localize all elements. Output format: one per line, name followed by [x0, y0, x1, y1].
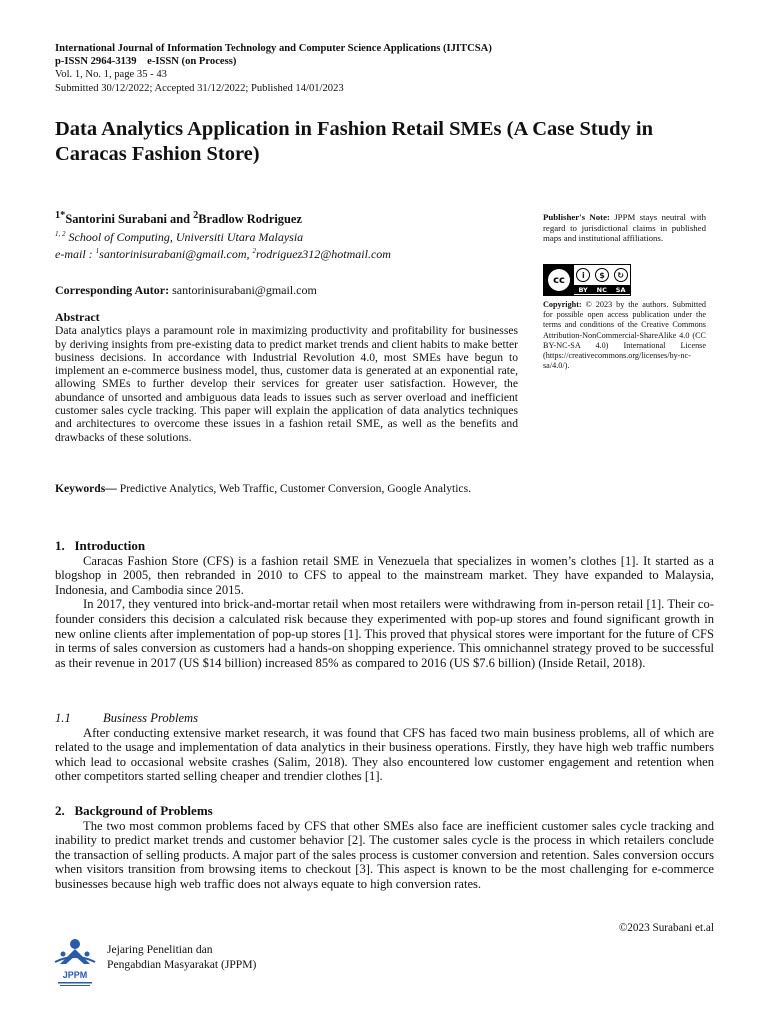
jppm-logo — [52, 934, 98, 990]
subsection-business-problems — [55, 711, 714, 784]
affiliation-sup: 1, 2 — [55, 229, 66, 238]
email2[interactable]: rodriguez312@hotmail.com — [256, 247, 391, 262]
journal-name: International Journal of Information Technology and Computer Science Applications (IJITCSA) — [55, 43, 492, 54]
keywords-text: Predictive Analytics, Web Traffic, Customer Conversion, Google Analytics. — [116, 482, 471, 495]
keywords — [55, 482, 525, 495]
jppm-logo-icon — [52, 934, 98, 990]
author-names — [55, 209, 525, 227]
journal-volume: Vol. 1, No. 1, page 35 - 43 — [55, 69, 167, 81]
publisher-note-text: JPPM stays neutral with regard to jurisdictional claims in published maps and institutional affiliations. — [543, 212, 706, 244]
intro-paragraph-1: Caracas Fashion Store (CFS) is a fashion retail SME in Venezuela that specializes in women’s clothes [1]. It started as a blogshop in 2005, then rebranded in 2010 to CFS to appeal to the mainstream market. They have expanded to Malaysia, Indonesia, and Cambodia since 2015. — [55, 553, 714, 597]
publisher-note-label: Publisher's Note: — [543, 212, 610, 222]
section-background — [55, 804, 714, 892]
copyright-text: © 2023 by the authors. Submitted for possible open access publication under the terms and conditions of the Creative Commons Attribution-NonCommercial-ShareAlike 4.0 (CC BY-NC-SA 4.0) International License (https://creativecommons.org/licenses/by-nc-sa/4.0/). — [543, 300, 706, 371]
section-heading-introduction: 1. Introduction — [55, 538, 146, 553]
cc-block — [544, 265, 574, 295]
subsection-title: Business Problems — [103, 711, 199, 725]
copyright-label: Copyright: — [543, 300, 582, 309]
section-introduction — [55, 539, 714, 670]
footer-organization — [107, 942, 256, 972]
email2-sup: 2 — [252, 247, 257, 256]
cc-license-badge[interactable] — [543, 264, 631, 296]
email1[interactable]: santorinisurabani@gmail.com, — [99, 247, 253, 262]
email1-sup: 1 — [95, 247, 100, 256]
publisher-note — [543, 212, 706, 244]
cc-right — [574, 265, 630, 295]
corresponding-label: Corresponding Autor: — [55, 283, 173, 297]
cc-term-by: BY — [578, 285, 588, 294]
journal-dates: Submitted 30/12/2022; Accepted 31/12/2022; Published 14/01/2023 — [55, 82, 344, 94]
author1-sup: 1* — [55, 210, 66, 221]
abstract — [55, 311, 518, 444]
author-block — [55, 209, 525, 262]
journal-issn: p-ISSN 2964-3139 e-ISSN (on Process) — [55, 56, 237, 68]
cc-icon: cc — [548, 269, 570, 291]
section-heading-background: 2. Background of Problems — [55, 803, 213, 818]
business-problems-paragraph: After conducting extensive market research, it was found that CFS has faced two main business problems, all of which are related to the usage and implementation of data analytics in their business operations. Firstly, they have high web traffic numbers which lead to occasional website crashes (Salim, 2018). They also encountered low customer engagement and retention when other competitors started selling cheaper and trendier clothes [1]. — [55, 725, 714, 784]
footer-org-line-2: Pengabdian Masyarakat (JPPM) — [107, 958, 257, 971]
footer-org-line-1: Jejaring Penelitian dan — [107, 943, 213, 956]
cc-terms — [574, 285, 630, 294]
corresponding-email[interactable]: santorinisurabani@gmail.com — [172, 283, 317, 297]
sharealike-icon: ↻ — [614, 268, 628, 282]
intro-paragraph-2: In 2017, they ventured into brick-and-mortar retail when most retailers were withdrawing from in-person retail [1]. Their co-founder considers this decision a calculated risk because they experimented with pop-up stores and found significant growth in new online clients after implementation of pop-up stores [1]. This proved that physical stores were important for the future of CFS in terms of sales conversion as customers had a hands-on shopping experience. This omnichannel strategy proved to be successful as their revenue in 2017 (US $14 billion) increased 85% as compared to 2016 (US $7.6 billion) (Inside Retail, 2018). — [55, 597, 714, 670]
author2-sup: 2 — [193, 210, 199, 221]
affiliation-text: School of Computing, Universiti Utara Malaysia — [65, 229, 304, 244]
journal-header — [55, 42, 715, 95]
paper-title: Data Analytics Application in Fashion Retail SMEs (A Case Study in Caracas Fashion Store) — [55, 118, 654, 165]
cc-term-sa: SA — [615, 285, 626, 294]
keywords-label: Keywords— — [55, 482, 117, 495]
noncommercial-icon: $ — [595, 268, 609, 282]
abstract-text: Data analytics plays a paramount role in maximizing productivity and profitability for businesses by deriving insights from pre-existing data to predict market trends and client habits to make better business decisions. In accordance with Industrial Revolution 4.0, most SMEs have begun to implement an e-commerce business model, thus, customer data is generated at an exponential rate, allowing SMEs to further develop their services for greater user satisfaction. However, the abundance of unsorted and ambiguous data leads to issues such as server overload and inefficient customer sales cycle tracking. This paper will explain the application of data analytics techniques and architectures to overcome these issues in a fashion retail SME, as well as the benefits and drawbacks of these solutions. — [55, 324, 518, 444]
subsection-number: 1.1 — [55, 711, 71, 725]
corresponding-author — [55, 283, 525, 298]
copyright-note — [543, 300, 706, 371]
background-paragraph: The two most common problems faced by CFS that other SMEs also face are inefficient customer sales cycle tracking and inability to predict market trends and customer behavior [2]. The customer sales cycle is the process in which retailers conclude the transaction of selling products. A major part of the sales process is customer conversion and retention. Sales conversion occurs when visitors transition from browsing items to checkout [3]. This aspect is known to be the most challenging for e-commerce businesses because high web traffic does not always equate to high conversion rates. — [55, 818, 714, 891]
subsection-heading — [55, 711, 714, 726]
author1-name: Santorini Surabani and — [65, 212, 194, 227]
cc-term-nc: NC — [596, 285, 607, 294]
attribution-icon: i — [576, 268, 590, 282]
author2-name: Bradlow Rodriguez — [198, 212, 302, 227]
footer-copyright: ©2023 Surabani et.al — [618, 922, 714, 934]
affiliation — [55, 227, 525, 245]
email-prefix: e-mail : — [55, 247, 96, 262]
abstract-heading: Abstract — [55, 310, 100, 324]
jppm-logo-text: JPPM — [62, 970, 88, 980]
cc-icons — [574, 265, 630, 285]
author-emails — [55, 244, 525, 262]
